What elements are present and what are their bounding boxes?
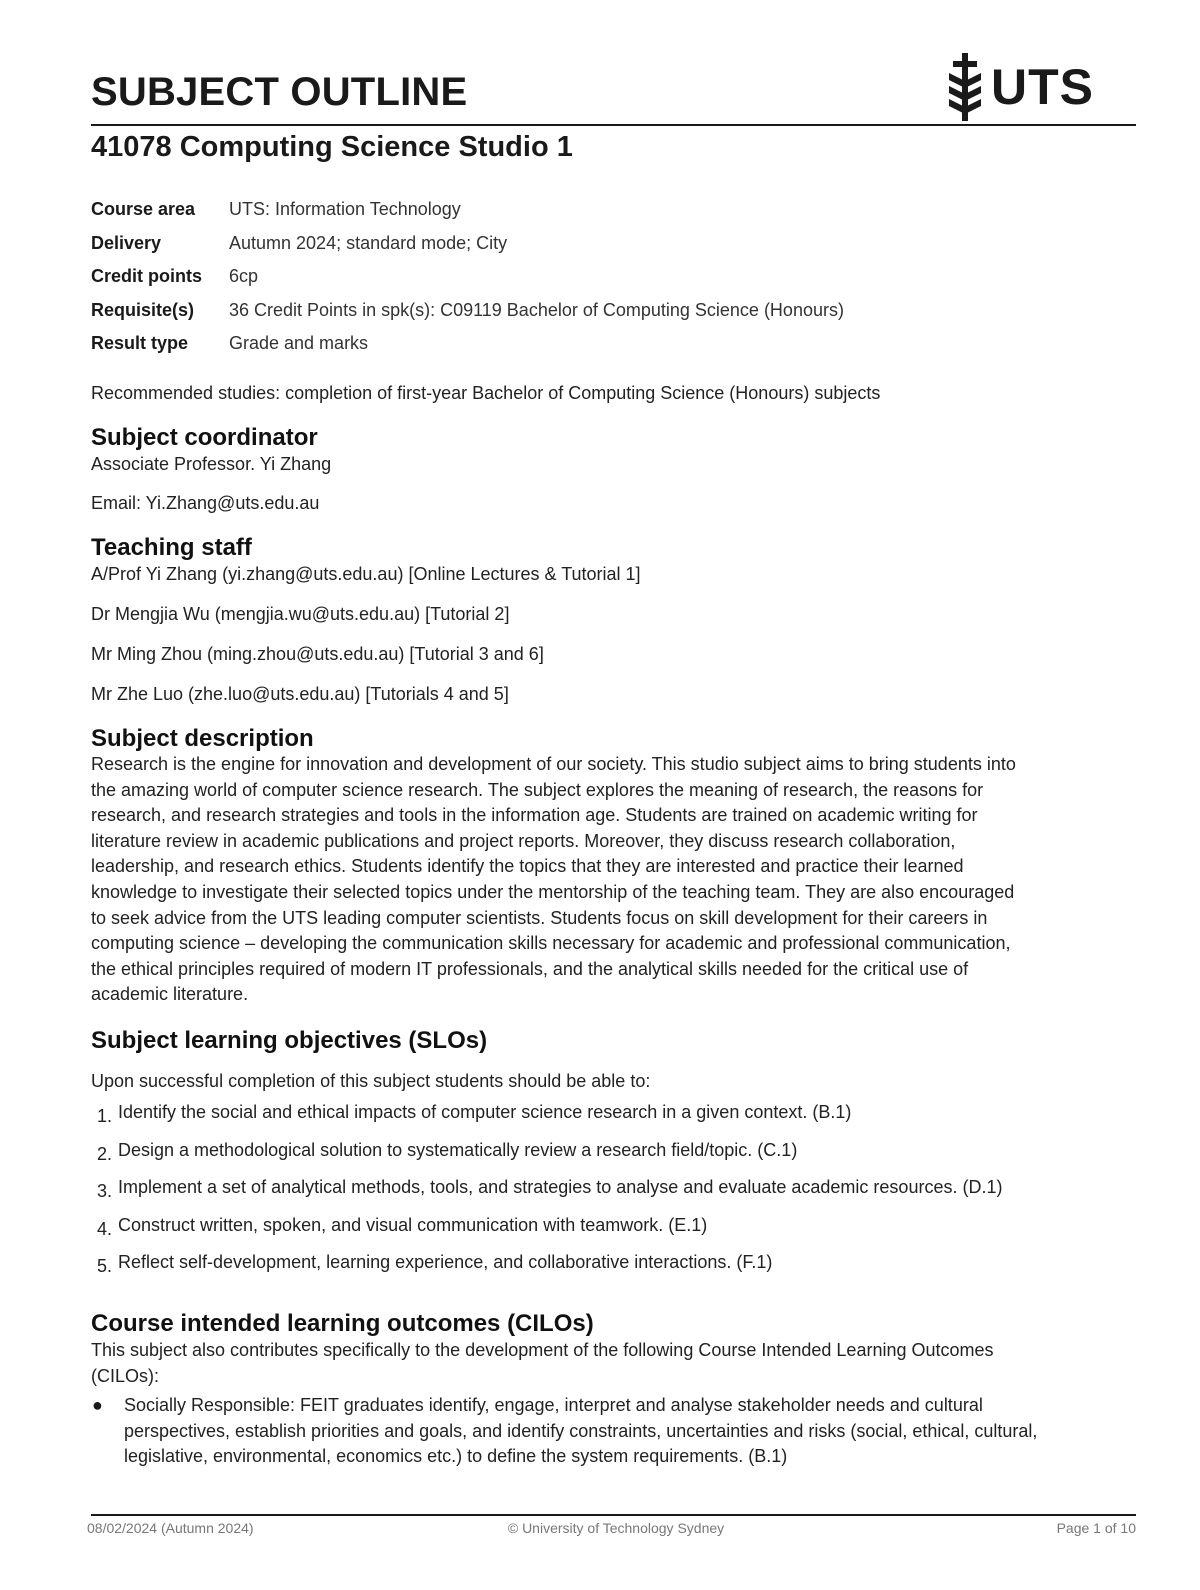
- description-body: [91, 752, 1136, 1008]
- meta-key: Delivery: [91, 232, 162, 253]
- recommended-studies: Recommended studies: completion of first-year Bachelor of Computing Science (Honours) subjects: [91, 383, 881, 403]
- document-page: [87, 0, 1136, 1590]
- description-line: knowledge to investigate their selected topics under the mentorship of the teaching team. They are also encouraged: [91, 881, 1015, 902]
- slo-number: 5.: [97, 1256, 113, 1277]
- staff-member: Dr Mengjia Wu (mengjia.wu@uts.edu.au) [Tutorial 2]: [91, 604, 510, 624]
- footer-page-number: Page 1 of 10: [1056, 1520, 1136, 1536]
- slo-intro: Upon successful completion of this subject students should be able to:: [91, 1071, 651, 1091]
- cilo-intro-line: (CILOs):: [91, 1365, 160, 1386]
- slo-number: 3.: [97, 1181, 113, 1202]
- meta-key: Result type: [91, 333, 189, 354]
- slo-text: Implement a set of analytical methods, tools, and strategies to analyse and evaluate academic resources. (D.1): [118, 1177, 1003, 1198]
- description-line: to seek advice from the UTS leading computer scientists. Students focus on skill development for their careers in: [91, 907, 988, 928]
- description-line: the amazing world of computer science research. The subject explores the meaning of research, the reasons for: [91, 779, 984, 800]
- description-line: computing science – developing the communication skills necessary for academic and professional communication,: [91, 933, 1011, 954]
- meta-key: Course area: [91, 199, 196, 220]
- coordinator-heading: Subject coordinator: [91, 424, 318, 451]
- uts-logo: [945, 52, 1094, 122]
- slo-heading: Subject learning objectives (SLOs): [91, 1027, 488, 1054]
- footer-date: 08/02/2024 (Autumn 2024): [87, 1520, 254, 1536]
- cilo-bullet-item: [91, 1393, 1136, 1470]
- slo-number: 4.: [97, 1218, 113, 1239]
- description-line: leadership, and research ethics. Students identify the topics that they are interested and practice their learned: [91, 856, 964, 877]
- cilo-intro-line: This subject also contributes specifically to the development of the following Course Intended Learning Outcomes: [91, 1340, 994, 1360]
- staff-member: Mr Zhe Luo (zhe.luo@uts.edu.au) [Tutorials 4 and 5]: [91, 684, 509, 704]
- staff-member: Mr Ming Zhou (ming.zhou@uts.edu.au) [Tutorial 3 and 6]: [91, 644, 544, 664]
- footer-divider: [91, 1514, 1136, 1516]
- description-line: research, and research strategies and tools in the information age. Students are trained on academic writing for: [91, 805, 978, 826]
- slo-text: Reflect self-development, learning experience, and collaborative interactions. (F.1): [118, 1252, 773, 1273]
- meta-row: [91, 294, 844, 328]
- cilo-text: [124, 1393, 1136, 1470]
- meta-row: [91, 260, 844, 294]
- teaching-staff-heading: Teaching staff: [91, 534, 252, 561]
- description-line: Research is the engine for innovation and development of our society. This studio subject aims to bring students into: [91, 754, 1016, 774]
- meta-value: 6cp: [229, 266, 259, 287]
- meta-value: Grade and marks: [229, 333, 369, 354]
- list-item: [91, 1100, 1136, 1138]
- slo-text: Construct written, spoken, and visual communication with teamwork. (E.1): [118, 1214, 708, 1235]
- coordinator-name: Associate Professor. Yi Zhang: [91, 454, 332, 474]
- cilo-line: legislative, environmental, economics etc.) to define the system requirements. (B.1): [123, 1446, 788, 1467]
- slo-text: Design a methodological solution to systematically review a research field/topic. (C.1): [118, 1139, 798, 1160]
- subject-meta-table: [91, 193, 844, 361]
- cilo-intro: [91, 1338, 1136, 1389]
- subject-title: 41078 Computing Science Studio 1: [91, 131, 573, 163]
- meta-row: [91, 193, 844, 227]
- slo-text: Identify the social and ethical impacts of computer science research in a given context. (B.1): [118, 1102, 852, 1122]
- meta-key: Credit points: [91, 266, 202, 287]
- slo-number: 1.: [97, 1106, 113, 1126]
- slo-list: [91, 1100, 1136, 1288]
- header-divider: [91, 124, 1136, 126]
- description-line: academic literature.: [91, 984, 249, 1005]
- list-item: [91, 1250, 1136, 1288]
- meta-row: [91, 327, 844, 361]
- cilo-line: Socially Responsible: FEIT graduates identify, engage, interpret and analyse stakeholder needs and cultural: [123, 1395, 983, 1415]
- staff-member: A/Prof Yi Zhang (yi.zhang@uts.edu.au) [Online Lectures & Tutorial 1]: [91, 564, 641, 584]
- list-item: [91, 1213, 1136, 1251]
- description-heading: Subject description: [91, 725, 314, 752]
- document-title: SUBJECT OUTLINE: [91, 70, 468, 114]
- coordinator-email: Email: Yi.Zhang@uts.edu.au: [91, 493, 320, 513]
- meta-value: 36 Credit Points in spk(s): C09119 Bachelor of Computing Science (Honours): [229, 299, 844, 320]
- list-item: [91, 1138, 1136, 1176]
- bullet-icon: ●: [92, 1395, 103, 1415]
- description-line: the ethical principles required of modern IT professionals, and the analytical skills needed for the critical use of: [91, 958, 969, 979]
- meta-value: UTS: Information Technology: [229, 199, 461, 220]
- slo-number: 2.: [97, 1143, 113, 1164]
- footer-copyright: © University of Technology Sydney: [507, 1520, 725, 1536]
- description-line: literature review in academic publications and project reports. Moreover, they discuss research collaboration,: [91, 830, 956, 851]
- logo-wordmark: UTS: [991, 59, 1094, 115]
- list-item: [91, 1175, 1136, 1213]
- cilo-heading: Course intended learning outcomes (CILOs): [91, 1310, 594, 1337]
- meta-key: Requisite(s): [91, 299, 195, 320]
- meta-value: Autumn 2024; standard mode; City: [229, 232, 508, 253]
- uts-crest-icon: [945, 53, 985, 121]
- cilo-line: perspectives, establish priorities and goals, and identify constraints, uncertainties and risks (social, ethical, cultural,: [123, 1420, 1038, 1441]
- meta-row: [91, 227, 844, 261]
